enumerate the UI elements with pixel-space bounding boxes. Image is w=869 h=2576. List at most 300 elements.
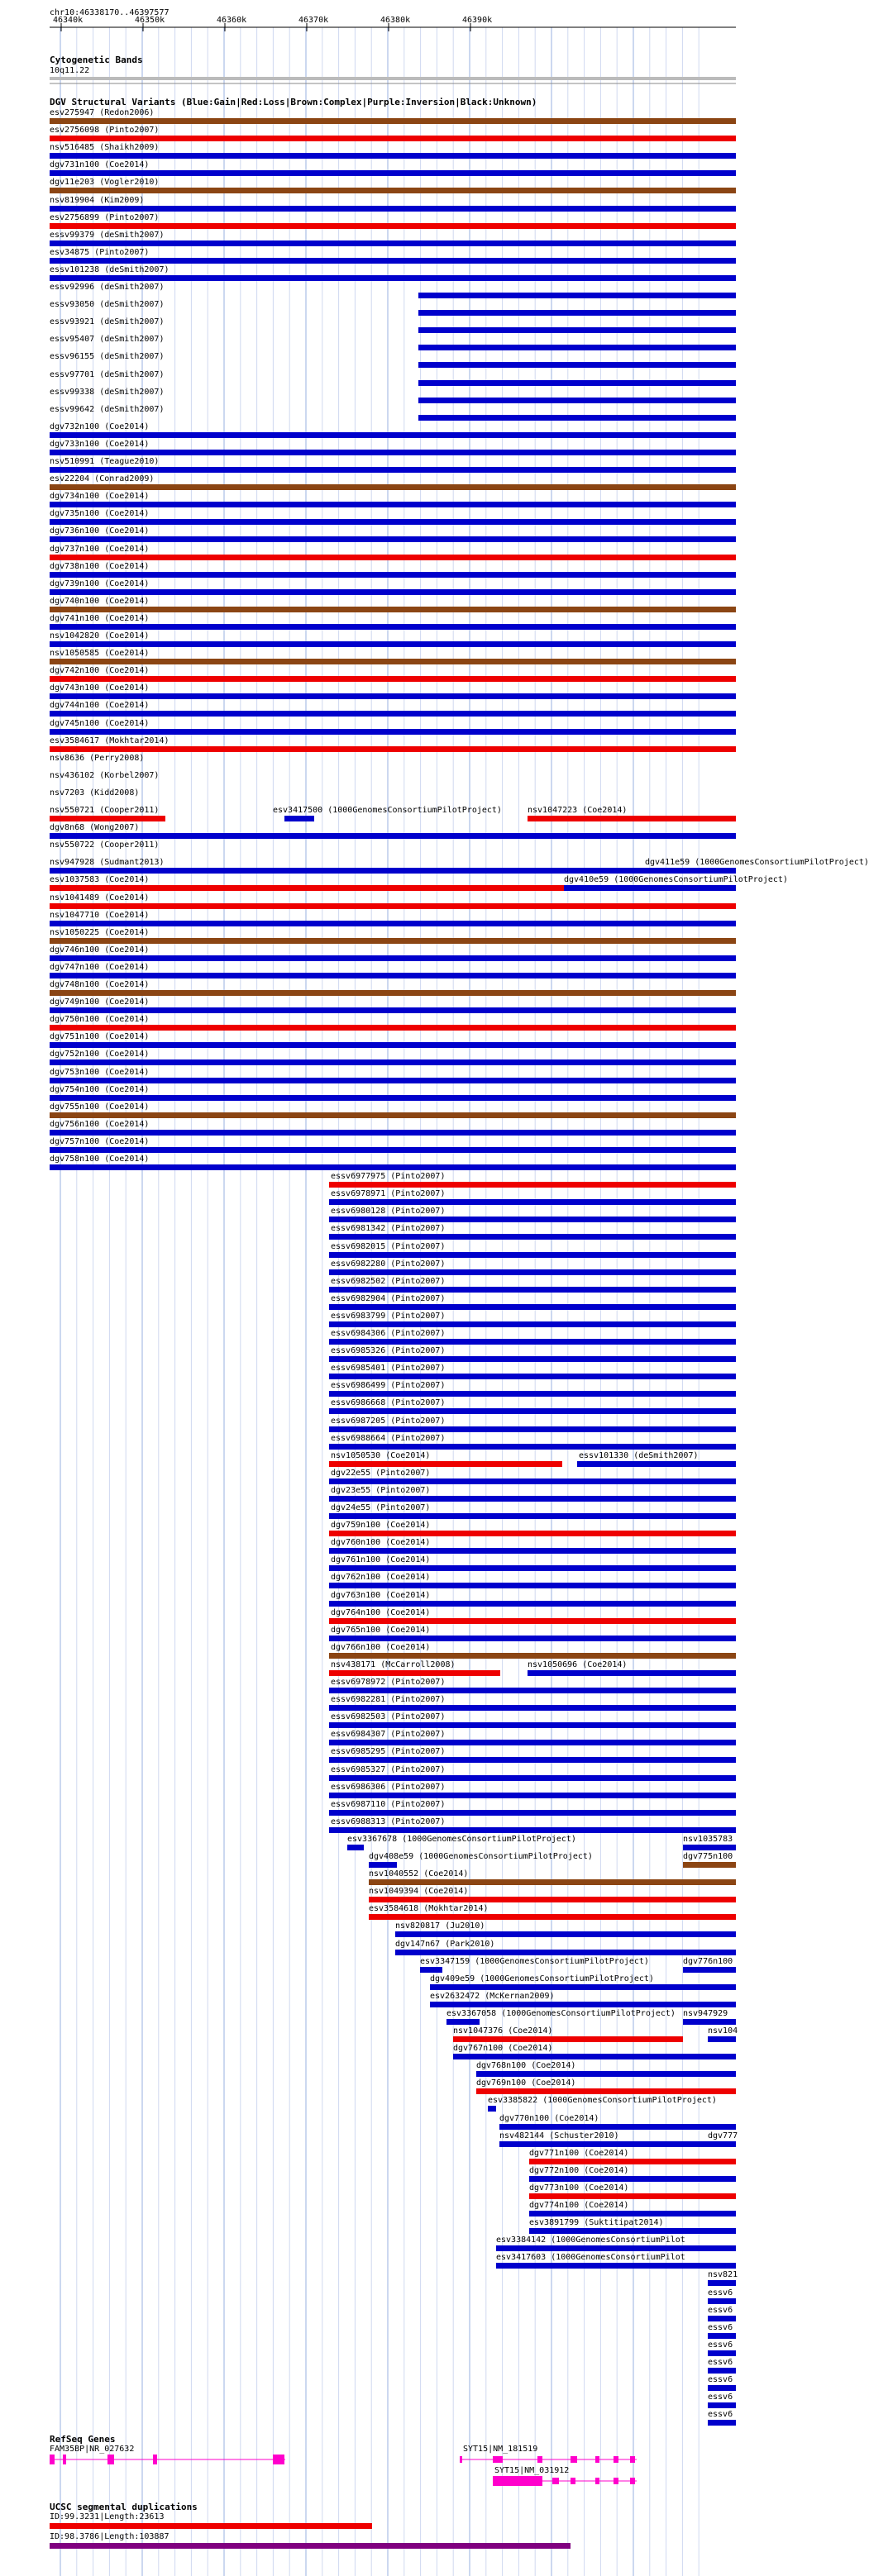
- variant-bar[interactable]: [329, 1356, 736, 1362]
- variant-bar[interactable]: [50, 450, 736, 455]
- variant-bar[interactable]: [329, 1391, 736, 1397]
- variant-label[interactable]: dgv22e55 (Pinto2007): [331, 1468, 431, 1478]
- variant-bar[interactable]: [50, 153, 736, 159]
- variant-bar[interactable]: [50, 1078, 736, 1083]
- variant-bar[interactable]: [329, 1670, 500, 1676]
- variant-label[interactable]: dgv774n100 (Coe2014): [529, 2201, 629, 2210]
- variant-bar[interactable]: [683, 2019, 736, 2025]
- variant-label[interactable]: essv97701 (deSmith2007): [50, 369, 165, 379]
- variant-bar[interactable]: [50, 555, 736, 560]
- variant-label[interactable]: essv6982280 (Pinto2007): [331, 1259, 446, 1269]
- variant-bar[interactable]: [50, 607, 736, 612]
- variant-label[interactable]: essv6: [708, 2410, 733, 2420]
- variant-label[interactable]: dgv24e55 (Pinto2007): [331, 1503, 431, 1512]
- variant-bar[interactable]: [50, 502, 736, 507]
- variant-label[interactable]: essv6983799 (Pinto2007): [331, 1311, 446, 1321]
- variant-label[interactable]: dgv771n100 (Coe2014): [529, 2148, 629, 2158]
- variant-label[interactable]: essv6985401 (Pinto2007): [331, 1364, 446, 1374]
- ruler-tick-label: 46380k: [380, 16, 411, 25]
- variant-bar[interactable]: [329, 1601, 736, 1607]
- variant-label[interactable]: nsv8636 (Perry2008): [50, 753, 145, 763]
- variant-bar[interactable]: [529, 2159, 736, 2164]
- variant-bar[interactable]: [50, 467, 736, 473]
- variant-bar[interactable]: [50, 955, 736, 961]
- variant-bar[interactable]: [418, 398, 736, 403]
- variant-label[interactable]: dgv769n100 (Coe2014): [476, 2078, 576, 2088]
- variant-label[interactable]: dgv746n100 (Coe2014): [50, 945, 150, 955]
- variant-label[interactable]: esv2632472 (McKernan2009): [430, 1991, 555, 2001]
- variant-label[interactable]: esv275947 (Redon2006): [50, 108, 155, 117]
- variant-bar[interactable]: [529, 2176, 736, 2182]
- variant-label[interactable]: dgv770n100 (Coe2014): [499, 2113, 599, 2123]
- variant-bar[interactable]: [645, 868, 736, 874]
- variant-label[interactable]: nsv1050225 (Coe2014): [50, 927, 150, 937]
- variant-bar[interactable]: [50, 206, 736, 212]
- variant-label[interactable]: essv6987205 (Pinto2007): [331, 1416, 446, 1426]
- variant-label[interactable]: essv6988313 (Pinto2007): [331, 1817, 446, 1826]
- variant-bar[interactable]: [683, 1967, 736, 1973]
- segdup-label[interactable]: ID:99.3231|Length:23613: [50, 2512, 165, 2521]
- variant-bar[interactable]: [369, 1897, 736, 1902]
- variant-bar[interactable]: [418, 415, 736, 421]
- variant-label[interactable]: essv6: [708, 2340, 733, 2350]
- variant-label[interactable]: dgv751n100 (Coe2014): [50, 1032, 150, 1042]
- variant-label[interactable]: dgv763n100 (Coe2014): [331, 1590, 431, 1600]
- variant-label[interactable]: nsv510991 (Teague2010): [50, 457, 160, 466]
- variant-label[interactable]: essv6988664 (Pinto2007): [331, 1433, 446, 1443]
- variant-bar[interactable]: [418, 362, 736, 368]
- variant-label[interactable]: dgv754n100 (Coe2014): [50, 1084, 150, 1094]
- variant-bar[interactable]: [50, 240, 736, 246]
- variant-bar[interactable]: [708, 2316, 736, 2321]
- variant-label[interactable]: dgv732n100 (Coe2014): [50, 421, 150, 431]
- variant-bar[interactable]: [329, 1810, 736, 1816]
- variant-label[interactable]: essv6984307 (Pinto2007): [331, 1730, 446, 1740]
- variant-label[interactable]: esv3417603 (1000GenomesConsortiumPilot: [496, 2253, 685, 2263]
- variant-label[interactable]: dgv776n100: [683, 1956, 733, 1966]
- variant-bar[interactable]: [50, 223, 736, 229]
- variant-bar[interactable]: [329, 1618, 736, 1624]
- variant-bar[interactable]: [284, 816, 314, 821]
- variant-bar[interactable]: [418, 327, 736, 333]
- variant-bar[interactable]: [369, 1862, 397, 1868]
- variant-bar[interactable]: [499, 2141, 736, 2147]
- variant-bar[interactable]: [329, 1705, 736, 1711]
- variant-bar[interactable]: [50, 641, 736, 647]
- variant-label[interactable]: essv99379 (deSmith2007): [50, 230, 165, 240]
- variant-label[interactable]: essv6984306 (Pinto2007): [331, 1329, 446, 1338]
- variant-label[interactable]: essv6982281 (Pinto2007): [331, 1695, 446, 1705]
- variant-bar[interactable]: [529, 2211, 736, 2217]
- variant-label[interactable]: dgv762n100 (Coe2014): [331, 1573, 431, 1583]
- variant-bar[interactable]: [50, 572, 736, 578]
- cytoband-track-title: Cytogenetic Bands: [50, 55, 143, 65]
- variant-label[interactable]: dgv777: [708, 2131, 738, 2140]
- gene-label[interactable]: SYT15|NM_031912: [494, 2466, 570, 2475]
- variant-bar[interactable]: [329, 1688, 736, 1693]
- variant-bar[interactable]: [418, 293, 736, 298]
- variant-bar[interactable]: [50, 746, 736, 752]
- variant-label[interactable]: essv93921 (deSmith2007): [50, 317, 165, 327]
- variant-bar[interactable]: [50, 693, 736, 699]
- variant-label[interactable]: essv6: [708, 2393, 733, 2402]
- variant-label[interactable]: essv95407 (deSmith2007): [50, 335, 165, 345]
- variant-label[interactable]: nsv820817 (Ju2010): [395, 1921, 485, 1931]
- variant-label[interactable]: dgv739n100 (Coe2014): [50, 579, 150, 588]
- variant-label[interactable]: nsv819904 (Kim2009): [50, 195, 145, 205]
- variant-label[interactable]: dgv756n100 (Coe2014): [50, 1119, 150, 1129]
- variant-bar[interactable]: [420, 1967, 442, 1973]
- variant-bar[interactable]: [329, 1793, 736, 1798]
- variant-label[interactable]: essv6986668 (Pinto2007): [331, 1398, 446, 1408]
- variant-label[interactable]: dgv757n100 (Coe2014): [50, 1136, 150, 1146]
- variant-label[interactable]: esv22204 (Conrad2009): [50, 474, 155, 484]
- variant-bar[interactable]: [329, 1199, 736, 1205]
- variant-label[interactable]: dgv11e203 (Vogler2010): [50, 178, 160, 188]
- variant-label[interactable]: essv6: [708, 2288, 733, 2297]
- variant-label[interactable]: essv6985326 (Pinto2007): [331, 1346, 446, 1356]
- variant-bar[interactable]: [329, 1461, 562, 1467]
- variant-bar[interactable]: [329, 1217, 736, 1222]
- variant-bar[interactable]: [395, 1931, 736, 1937]
- variant-label[interactable]: dgv752n100 (Coe2014): [50, 1050, 150, 1059]
- variant-bar[interactable]: [329, 1636, 736, 1641]
- refseq-track-title: RefSeq Genes: [50, 2434, 116, 2445]
- variant-bar[interactable]: [329, 1653, 736, 1659]
- variant-label[interactable]: essv6987110 (Pinto2007): [331, 1799, 446, 1809]
- variant-label[interactable]: essv6986499 (Pinto2007): [331, 1381, 446, 1391]
- variant-bar[interactable]: [446, 2019, 480, 2025]
- variant-label[interactable]: essv6985327 (Pinto2007): [331, 1764, 446, 1774]
- variant-bar[interactable]: [529, 2228, 736, 2234]
- variant-bar[interactable]: [430, 2002, 736, 2007]
- variant-bar[interactable]: [329, 1374, 736, 1379]
- variant-label[interactable]: nsv1047376 (Coe2014): [453, 2026, 553, 2036]
- variant-label[interactable]: essv6982015 (Pinto2007): [331, 1241, 446, 1251]
- variant-label[interactable]: esv3347159 (1000GenomesConsortiumPilotProject): [420, 1956, 649, 1966]
- variant-bar[interactable]: [496, 2245, 736, 2251]
- variant-bar[interactable]: [418, 380, 736, 386]
- variant-bar[interactable]: [329, 1757, 736, 1763]
- variant-bar[interactable]: [50, 1007, 736, 1013]
- variant-bar[interactable]: [708, 2420, 736, 2426]
- variant-bar[interactable]: [347, 1845, 364, 1850]
- variant-label[interactable]: dgv760n100 (Coe2014): [331, 1538, 431, 1548]
- variant-bar[interactable]: [50, 188, 736, 193]
- variant-label[interactable]: nsv1042820 (Coe2014): [50, 631, 150, 640]
- gene-label[interactable]: FAM35BP|NR_027632: [50, 2445, 135, 2454]
- variant-label[interactable]: nsv438171 (McCarroll2008): [331, 1659, 456, 1669]
- variant-bar[interactable]: [329, 1252, 736, 1258]
- variant-bar[interactable]: [50, 624, 736, 630]
- variant-bar[interactable]: [329, 1548, 736, 1554]
- variant-label[interactable]: esv1037583 (Coe2014): [50, 875, 150, 885]
- variant-bar[interactable]: [50, 1059, 736, 1065]
- variant-label[interactable]: esv3584617 (Mokhtar2014): [50, 736, 170, 745]
- variant-bar[interactable]: [329, 1269, 736, 1275]
- variant-bar[interactable]: [453, 2054, 736, 2059]
- variant-label[interactable]: dgv749n100 (Coe2014): [50, 998, 150, 1007]
- variant-bar[interactable]: [529, 2193, 736, 2199]
- variant-label[interactable]: esv34875 (Pinto2007): [50, 247, 150, 257]
- variant-label[interactable]: nsv1050530 (Coe2014): [331, 1450, 431, 1460]
- variant-bar[interactable]: [329, 1426, 736, 1432]
- variant-bar[interactable]: [50, 816, 165, 821]
- variant-label[interactable]: nsv516485 (Shaikh2009): [50, 143, 160, 153]
- variant-bar[interactable]: [453, 2036, 683, 2042]
- variant-bar[interactable]: [683, 1845, 736, 1850]
- variant-bar[interactable]: [395, 1950, 736, 1955]
- variant-label[interactable]: dgv748n100 (Coe2014): [50, 980, 150, 989]
- variant-label[interactable]: dgv410e59 (1000GenomesConsortiumPilotProject): [564, 875, 788, 885]
- ruler-tick-label: 46390k: [462, 16, 493, 25]
- variant-label[interactable]: dgv23e55 (Pinto2007): [331, 1485, 431, 1495]
- variant-label[interactable]: essv6: [708, 2375, 733, 2384]
- variant-label[interactable]: nsv436102 (Korbel2007): [50, 770, 160, 780]
- variant-label[interactable]: nsv7203 (Kidd2008): [50, 788, 140, 798]
- variant-bar[interactable]: [50, 676, 736, 682]
- variant-bar[interactable]: [528, 816, 736, 821]
- variant-label[interactable]: nsv1047223 (Coe2014): [528, 806, 628, 815]
- variant-label[interactable]: nsv1035783: [683, 1834, 733, 1844]
- variant-bar[interactable]: [329, 1827, 736, 1833]
- variant-label[interactable]: essv96155 (deSmith2007): [50, 352, 165, 362]
- variant-label[interactable]: esv3584618 (Mokhtar2014): [369, 1904, 489, 1914]
- variant-label[interactable]: dgv742n100 (Coe2014): [50, 666, 150, 676]
- variant-label[interactable]: dgv731n100 (Coe2014): [50, 160, 150, 170]
- variant-bar[interactable]: [577, 1461, 736, 1467]
- variant-bar[interactable]: [50, 711, 736, 717]
- variant-bar[interactable]: [329, 1304, 736, 1310]
- variant-bar[interactable]: [329, 1531, 736, 1536]
- variant-bar[interactable]: [50, 868, 736, 874]
- variant-bar[interactable]: [50, 729, 736, 735]
- variant-label[interactable]: nsv1050585 (Coe2014): [50, 649, 150, 659]
- variant-bar[interactable]: [50, 990, 736, 996]
- variant-bar[interactable]: [50, 136, 736, 141]
- variant-label[interactable]: essv101238 (deSmith2007): [50, 264, 170, 274]
- variant-label[interactable]: dgv744n100 (Coe2014): [50, 701, 150, 711]
- variant-bar[interactable]: [329, 1722, 736, 1728]
- variant-bar[interactable]: [50, 903, 736, 909]
- variant-label[interactable]: dgv766n100 (Coe2014): [331, 1642, 431, 1652]
- variant-label[interactable]: essv101330 (deSmith2007): [579, 1450, 699, 1460]
- variant-bar[interactable]: [329, 1339, 736, 1345]
- variant-bar[interactable]: [50, 1042, 736, 1048]
- variant-bar[interactable]: [329, 1182, 736, 1188]
- variant-label[interactable]: nsv1047710 (Coe2014): [50, 910, 150, 920]
- variant-label[interactable]: dgv772n100 (Coe2014): [529, 2165, 629, 2175]
- variant-bar[interactable]: [50, 1164, 736, 1170]
- variant-label[interactable]: dgv736n100 (Coe2014): [50, 526, 150, 536]
- variant-label[interactable]: dgv759n100 (Coe2014): [331, 1521, 431, 1531]
- variant-bar[interactable]: [50, 1095, 736, 1101]
- variant-bar[interactable]: [476, 2088, 736, 2094]
- variant-bar[interactable]: [683, 1862, 736, 1868]
- variant-bar[interactable]: [329, 1321, 736, 1327]
- variant-bar[interactable]: [50, 484, 736, 490]
- variant-label[interactable]: dgv741n100 (Coe2014): [50, 613, 150, 623]
- variant-label[interactable]: dgv409e59 (1000GenomesConsortiumPilotProject): [430, 1974, 654, 1983]
- variant-bar[interactable]: [50, 938, 736, 944]
- variant-bar[interactable]: [329, 1740, 736, 1745]
- variant-bar[interactable]: [50, 1130, 736, 1136]
- variant-bar[interactable]: [496, 2263, 736, 2269]
- variant-label[interactable]: dgv738n100 (Coe2014): [50, 561, 150, 571]
- variant-bar[interactable]: [50, 833, 736, 839]
- variant-bar[interactable]: [708, 2350, 736, 2356]
- variant-label[interactable]: dgv747n100 (Coe2014): [50, 962, 150, 972]
- variant-label[interactable]: dgv408e59 (1000GenomesConsortiumPilotProject): [369, 1852, 593, 1861]
- variant-label[interactable]: dgv737n100 (Coe2014): [50, 544, 150, 554]
- variant-bar[interactable]: [708, 2333, 736, 2339]
- variant-label[interactable]: essv6978971 (Pinto2007): [331, 1189, 446, 1199]
- variant-bar[interactable]: [50, 536, 736, 542]
- variant-label[interactable]: dgv743n100 (Coe2014): [50, 683, 150, 693]
- variant-bar[interactable]: [708, 2280, 736, 2286]
- variant-label[interactable]: dgv758n100 (Coe2014): [50, 1155, 150, 1164]
- variant-label[interactable]: essv6985295 (Pinto2007): [331, 1747, 446, 1757]
- variant-label[interactable]: essv6: [708, 2357, 733, 2367]
- cytoband-label: 10q11.22: [50, 66, 90, 75]
- variant-label[interactable]: dgv411e59 (1000GenomesConsortiumPilotProject): [645, 858, 869, 868]
- variant-bar[interactable]: [329, 1234, 736, 1240]
- segdup-label[interactable]: ID:98.3786|Length:103887: [50, 2532, 170, 2541]
- variant-label[interactable]: esv2756899 (Pinto2007): [50, 212, 160, 222]
- variant-label[interactable]: essv99642 (deSmith2007): [50, 404, 165, 414]
- variant-bar[interactable]: [50, 1147, 736, 1153]
- variant-bar[interactable]: [50, 432, 736, 438]
- variant-label[interactable]: dgv768n100 (Coe2014): [476, 2061, 576, 2071]
- ruler-tick-label: 46350k: [135, 16, 165, 25]
- variant-bar[interactable]: [50, 258, 736, 264]
- variant-label[interactable]: esv3384142 (1000GenomesConsortiumPilot: [496, 2236, 685, 2245]
- variant-bar[interactable]: [708, 2368, 736, 2374]
- variant-bar[interactable]: [329, 1513, 736, 1519]
- gene-label[interactable]: SYT15|NM_181519: [463, 2445, 538, 2454]
- variant-label[interactable]: nsv550721 (Cooper2011): [50, 806, 160, 815]
- variant-label[interactable]: nsv947929: [683, 2008, 728, 2018]
- variant-label[interactable]: nsv482144 (Schuster2010): [499, 2131, 619, 2140]
- variant-bar[interactable]: [50, 589, 736, 595]
- variant-bar[interactable]: [708, 2141, 736, 2147]
- variant-label[interactable]: nsv821: [708, 2270, 738, 2280]
- variant-label[interactable]: essv99338 (deSmith2007): [50, 387, 165, 397]
- segdup-bar[interactable]: [50, 2543, 571, 2549]
- variant-label[interactable]: nsv1040552 (Coe2014): [369, 1869, 469, 1879]
- variant-bar[interactable]: [418, 345, 736, 350]
- variant-label[interactable]: dgv755n100 (Coe2014): [50, 1102, 150, 1112]
- variant-label[interactable]: esv3367058 (1000GenomesConsortiumPilotProject): [446, 2008, 676, 2018]
- variant-label[interactable]: essv6982502 (Pinto2007): [331, 1276, 446, 1286]
- variant-label[interactable]: dgv764n100 (Coe2014): [331, 1607, 431, 1617]
- variant-bar[interactable]: [50, 1025, 736, 1031]
- variant-label[interactable]: essv6982904 (Pinto2007): [331, 1293, 446, 1303]
- variant-label[interactable]: essv6977975 (Pinto2007): [331, 1172, 446, 1182]
- variant-bar[interactable]: [476, 2071, 736, 2077]
- variant-bar[interactable]: [499, 2124, 736, 2130]
- variant-bar[interactable]: [50, 973, 736, 978]
- variant-bar[interactable]: [329, 1478, 736, 1484]
- variant-label[interactable]: essv6986306 (Pinto2007): [331, 1782, 446, 1792]
- variant-label[interactable]: dgv750n100 (Coe2014): [50, 1015, 150, 1025]
- variant-label[interactable]: dgv773n100 (Coe2014): [529, 2183, 629, 2193]
- variant-label[interactable]: nsv550722 (Cooper2011): [50, 840, 160, 850]
- variant-label[interactable]: esv3385822 (1000GenomesConsortiumPilotProject): [488, 2096, 717, 2106]
- variant-bar[interactable]: [329, 1775, 736, 1781]
- variant-label[interactable]: esv3891799 (Suktitipat2014): [529, 2218, 664, 2228]
- variant-label[interactable]: dgv8n68 (Wong2007): [50, 823, 140, 833]
- variant-label[interactable]: dgv765n100 (Coe2014): [331, 1625, 431, 1635]
- variant-bar[interactable]: [488, 2106, 496, 2112]
- ruler-tick-label: 46360k: [217, 16, 247, 25]
- variant-bar[interactable]: [50, 519, 736, 525]
- variant-label[interactable]: nsv1049394 (Coe2014): [369, 1887, 469, 1897]
- variant-label[interactable]: dgv147n67 (Park2010): [395, 1939, 495, 1949]
- variant-label[interactable]: dgv775n100: [683, 1852, 733, 1861]
- variant-bar[interactable]: [50, 1112, 736, 1118]
- variant-bar[interactable]: [430, 1984, 736, 1990]
- variant-bar[interactable]: [329, 1565, 736, 1571]
- variant-bar[interactable]: [708, 2385, 736, 2391]
- variant-label[interactable]: nsv104: [708, 2026, 738, 2036]
- variant-bar[interactable]: [50, 118, 736, 124]
- variant-label[interactable]: essv6: [708, 2305, 733, 2315]
- variant-bar[interactable]: [329, 1287, 736, 1293]
- variant-bar[interactable]: [329, 1408, 736, 1414]
- variant-label[interactable]: esv3417500 (1000GenomesConsortiumPilotProject): [273, 806, 502, 815]
- variant-bar[interactable]: [708, 2036, 736, 2042]
- segdup-bar[interactable]: [50, 2523, 372, 2529]
- variant-label[interactable]: essv6981342 (Pinto2007): [331, 1224, 446, 1234]
- variant-label[interactable]: dgv734n100 (Coe2014): [50, 492, 150, 502]
- variant-label[interactable]: nsv947928 (Sudmant2013): [50, 858, 165, 868]
- variant-bar[interactable]: [708, 2402, 736, 2408]
- variant-bar[interactable]: [50, 170, 736, 176]
- variant-bar[interactable]: [50, 275, 736, 281]
- variant-bar[interactable]: [369, 1914, 736, 1920]
- variant-bar[interactable]: [50, 921, 736, 926]
- variant-label[interactable]: essv92996 (deSmith2007): [50, 283, 165, 292]
- variant-label[interactable]: dgv767n100 (Coe2014): [453, 2044, 553, 2054]
- variant-label[interactable]: essv6: [708, 2322, 733, 2332]
- variant-label[interactable]: dgv761n100 (Coe2014): [331, 1555, 431, 1565]
- variant-label[interactable]: essv6980128 (Pinto2007): [331, 1207, 446, 1217]
- variant-bar[interactable]: [329, 1496, 736, 1502]
- variant-bar[interactable]: [369, 1879, 736, 1885]
- variant-label[interactable]: dgv733n100 (Coe2014): [50, 439, 150, 449]
- variant-label[interactable]: dgv753n100 (Coe2014): [50, 1067, 150, 1077]
- variant-label[interactable]: dgv745n100 (Coe2014): [50, 718, 150, 728]
- variant-label[interactable]: esv3367678 (1000GenomesConsortiumPilotProject): [347, 1834, 576, 1844]
- variant-label[interactable]: nsv1050696 (Coe2014): [528, 1659, 628, 1669]
- variant-label[interactable]: dgv735n100 (Coe2014): [50, 509, 150, 519]
- variant-label[interactable]: nsv1041489 (Coe2014): [50, 893, 150, 902]
- variant-bar[interactable]: [50, 659, 736, 664]
- dgv-track-title: DGV Structural Variants (Blue:Gain|Red:Loss|Brown:Complex|Purple:Inversion|Black:Unknown): [50, 97, 537, 107]
- variant-bar[interactable]: [564, 885, 736, 891]
- variant-bar[interactable]: [329, 1444, 736, 1450]
- variant-bar[interactable]: [708, 2298, 736, 2304]
- variant-label[interactable]: esv2756098 (Pinto2007): [50, 126, 160, 136]
- variant-bar[interactable]: [528, 1670, 736, 1676]
- variant-bar[interactable]: [418, 310, 736, 316]
- variant-label[interactable]: dgv740n100 (Coe2014): [50, 596, 150, 606]
- variant-label[interactable]: essv93050 (deSmith2007): [50, 300, 165, 310]
- variant-label[interactable]: essv6978972 (Pinto2007): [331, 1678, 446, 1687]
- variant-bar[interactable]: [329, 1583, 736, 1588]
- variant-label[interactable]: essv6982503 (Pinto2007): [331, 1712, 446, 1722]
